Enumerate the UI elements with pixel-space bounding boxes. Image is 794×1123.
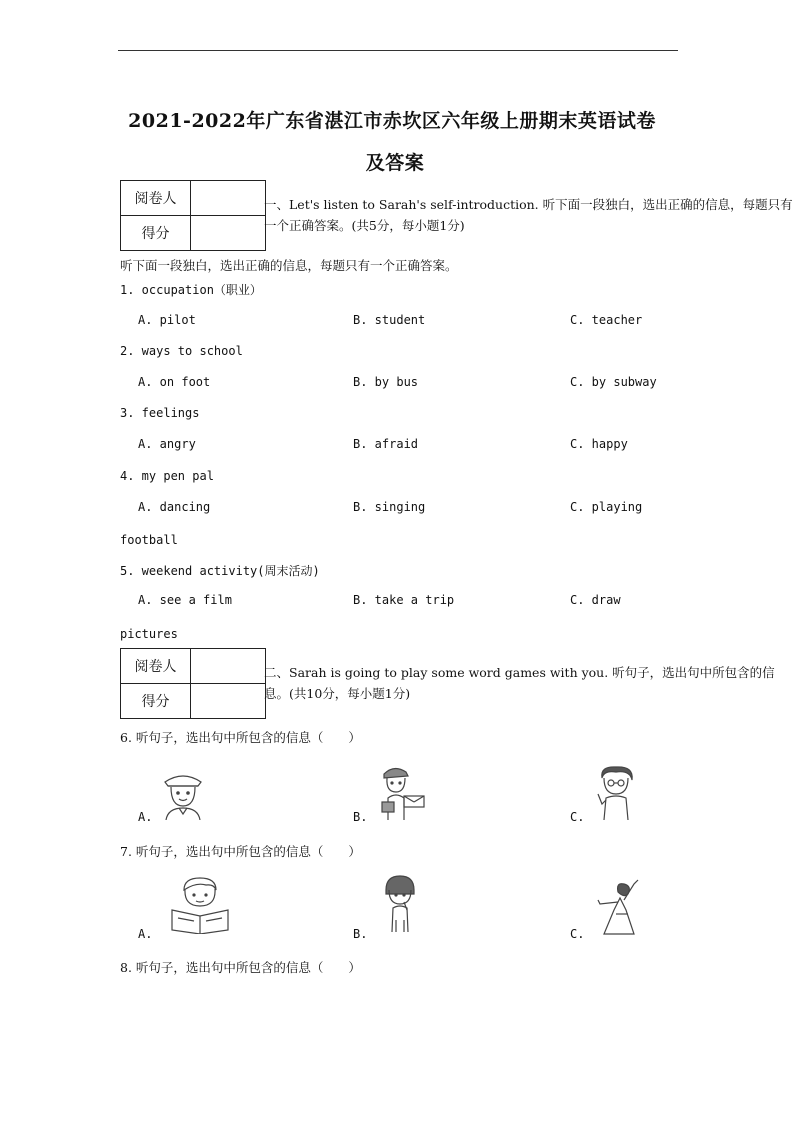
- question-8: 8. 听句子，选出句中所包含的信息（ ）: [120, 960, 361, 975]
- reviewer-cell: [191, 181, 266, 216]
- question-1: 1. occupation（职业）: [120, 283, 262, 297]
- question-7: 7. 听句子，选出句中所包含的信息（ ）: [120, 844, 361, 859]
- q5-option-a[interactable]: A. see a film: [138, 593, 232, 607]
- q3-option-c[interactable]: C. happy: [570, 437, 628, 451]
- q7-option-b[interactable]: B.: [353, 927, 368, 941]
- postman-illustration: [378, 764, 430, 820]
- q5-option-c-continued: pictures: [120, 627, 178, 641]
- q2-option-c[interactable]: C. by subway: [570, 375, 657, 389]
- q1-option-c[interactable]: C. teacher: [570, 313, 643, 327]
- q5-option-c[interactable]: C. draw: [570, 593, 621, 607]
- score-label: 得分: [121, 684, 191, 719]
- q4-option-b[interactable]: B. singing: [353, 500, 426, 514]
- section2-heading: 二、Sarah is going to play some word games with you. 听句子，选出句中所包含的信息。(共10分，每小题1分): [264, 665, 775, 701]
- q5-option-b[interactable]: B. take a trip: [353, 593, 455, 607]
- question-3: 3. feelings: [120, 406, 200, 420]
- q2-option-b[interactable]: B. by bus: [353, 375, 419, 389]
- score-cell: [191, 216, 266, 251]
- question-4: 4. my pen pal: [120, 469, 214, 483]
- reviewer-label: 阅卷人: [121, 181, 191, 216]
- q4-option-a[interactable]: A. dancing: [138, 500, 211, 514]
- q6-option-a[interactable]: A.: [138, 810, 153, 824]
- scientist-illustration: [594, 764, 640, 820]
- girl-illustration: [380, 874, 420, 934]
- question-5: 5. weekend activity(周末活动): [120, 564, 320, 578]
- q4-option-c[interactable]: C. playing: [570, 500, 643, 514]
- q6-option-b[interactable]: B.: [353, 810, 368, 824]
- page-title: 2021-2022年广东省湛江市赤坎区六年级上册期末英语试卷: [128, 110, 656, 132]
- q3-option-a[interactable]: A. angry: [138, 437, 196, 451]
- q2-option-a[interactable]: A. on foot: [138, 375, 211, 389]
- section1-instruction: 听下面一段独白，选出正确的信息，每题只有一个正确答案。: [120, 258, 458, 273]
- score-box-2: [120, 648, 266, 719]
- score-box-1: [120, 180, 266, 251]
- header-rule: [118, 50, 678, 51]
- q7-option-a[interactable]: A.: [138, 927, 153, 941]
- question-2: 2. ways to school: [120, 344, 243, 358]
- reviewer-cell: [191, 649, 266, 684]
- q7-option-c[interactable]: C.: [570, 927, 585, 941]
- q1-option-b[interactable]: B. student: [353, 313, 426, 327]
- section1-heading: 一、Let's listen to Sarah's self-introduction. 听下面一段独白，选出正确的信息，每题只有一个正确答案。(共5分，每小题1分): [264, 197, 793, 233]
- police-officer-illustration: [158, 768, 208, 820]
- q4-option-c-continued: football: [120, 533, 178, 547]
- q6-option-c[interactable]: C.: [570, 810, 585, 824]
- reviewer-label: 阅卷人: [121, 649, 191, 684]
- dancer-illustration: [596, 878, 642, 936]
- question-6: 6. 听句子，选出句中所包含的信息（ ）: [120, 730, 361, 745]
- score-label: 得分: [121, 216, 191, 251]
- page-title-line2: 及答案: [365, 152, 425, 174]
- q3-option-b[interactable]: B. afraid: [353, 437, 419, 451]
- boy-reading-book-illustration: [166, 876, 234, 934]
- q1-option-a[interactable]: A. pilot: [138, 313, 196, 327]
- score-cell: [191, 684, 266, 719]
